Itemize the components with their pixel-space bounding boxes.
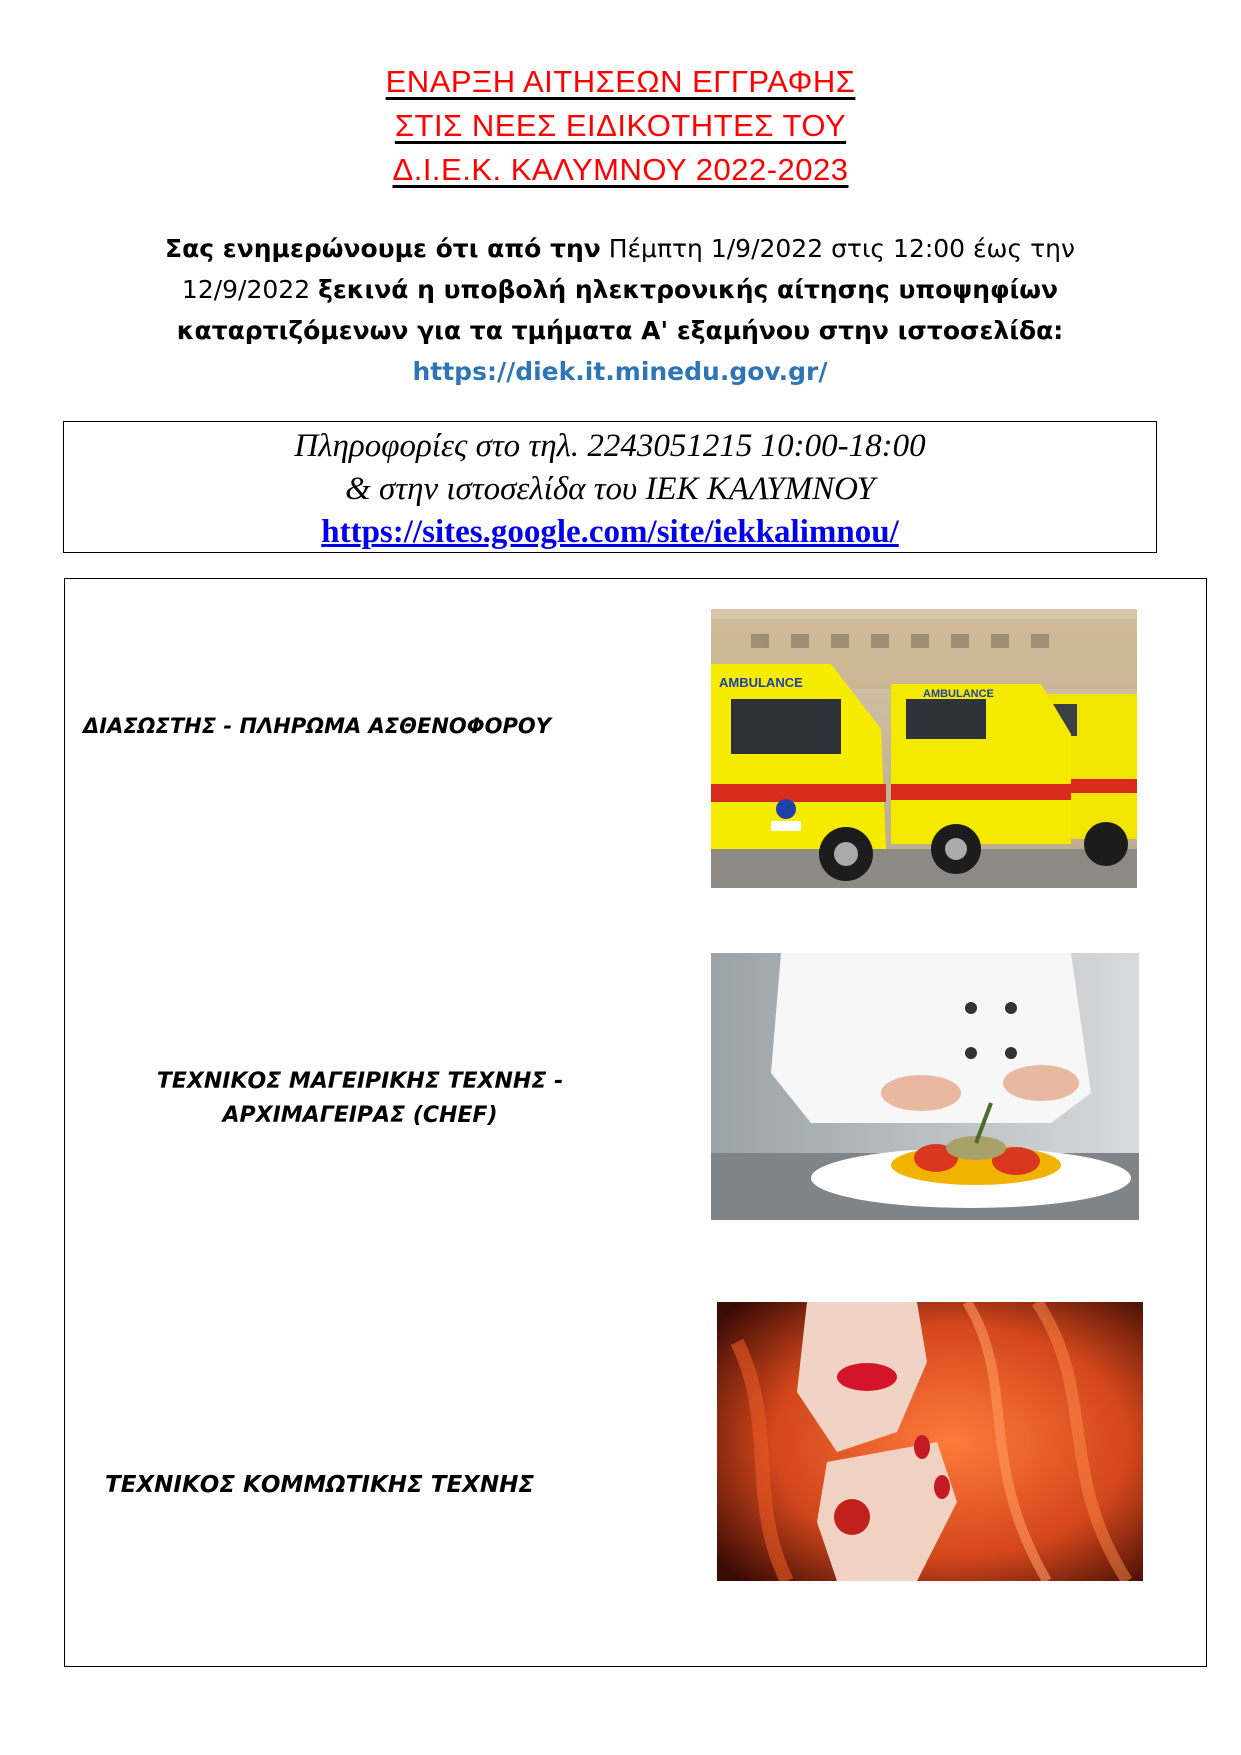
intro-part-1: Σας ενημερώνουμε ότι από την (165, 234, 601, 263)
intro-paragraph (120, 228, 1120, 392)
specialty-label-hairdresser: ΤΕΧΝΙΚΟΣ ΚΟΜΜΩΤΙΚΗΣ ΤΕΧΝΗΣ (105, 1472, 535, 1498)
ambulance-text-1: AMBULANCE (719, 675, 803, 690)
intro-part-2: Πέμπτη 1/9/2022 στις 12:00 έως την 12/9/2022 (181, 234, 1075, 304)
ambulance-text-2: AMBULANCE (923, 688, 994, 700)
hairdressing-photo (717, 1302, 1143, 1581)
intro-part-3: ξεκινά η υποβολή ηλεκτρονικής αίτησης υποψηφίων καταρτιζόμενων για τα τμήματα Α' εξαμήνου στην ιστοσελίδα: (176, 275, 1064, 345)
title-line-2: ΣΤΙΣ ΝΕΕΣ ΕΙΔΙΚΟΤΗΤΕΣ ΤΟΥ (394, 108, 847, 143)
chef-photo (711, 953, 1139, 1220)
info-phone-line: Πληροφορίες στο τηλ. 2243051215 10:00-18:00 (294, 428, 926, 464)
specialties-box (64, 578, 1207, 1667)
specialty-label-chef: ΤΕΧΝΙΚΟΣ ΜΑΓΕΙΡΙΚΗΣ ΤΕΧΝΗΣ - ΑΡΧΙΜΑΓΕΙΡΑΣ (CHEF) (156, 1069, 564, 1128)
ambulance-photo (711, 609, 1137, 888)
title-line-1: ΕΝΑΡΞΗ ΑΙΤΗΣΕΩΝ ΕΓΓΡΑΦΗΣ (385, 64, 856, 99)
info-box (63, 421, 1157, 553)
specialty-label-ambulance: ΔΙΑΣΩΣΤΗΣ - ΠΛΗΡΩΜΑ ΑΣΘΕΝΟΦΟΡΟΥ (83, 714, 551, 738)
info-site-line: & στην ιστοσελίδα του ΙΕΚ ΚΑΛΥΜΝΟΥ (345, 471, 875, 507)
title-line-3: Δ.Ι.Ε.Κ. ΚΑΛΥΜΝΟΥ 2022-2023 (392, 152, 849, 187)
school-website-link[interactable]: https://sites.google.com/site/iekkalimnou/ (321, 514, 899, 550)
application-link[interactable]: https://diek.it.minedu.gov.gr/ (412, 357, 828, 386)
